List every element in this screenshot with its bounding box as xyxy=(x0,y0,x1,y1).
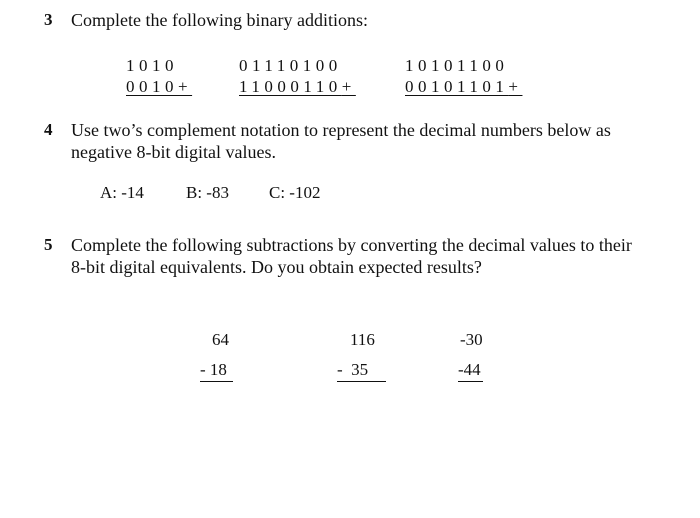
addition-2-bottom-value: 11000110 xyxy=(239,77,342,96)
addition-1-top: 1010 xyxy=(126,56,178,75)
subtraction-2-bottom-value: - 35 xyxy=(337,360,386,382)
addition-2-bottom xyxy=(239,77,356,97)
subtraction-2-bottom xyxy=(337,360,386,382)
addition-3-top: 10101100 xyxy=(405,56,509,75)
question-4-line-2: negative 8-bit digital values. xyxy=(71,142,276,162)
question-3-number: 3 xyxy=(44,10,53,29)
subtraction-2-top: 116 xyxy=(350,330,375,349)
addition-1-bottom xyxy=(126,77,192,97)
option-c: C: -102 xyxy=(269,183,321,202)
addition-2-top: 01110100 xyxy=(239,56,342,75)
addition-3-bottom xyxy=(405,77,522,97)
subtraction-1-top: 64 xyxy=(212,330,229,349)
subtraction-1-bottom xyxy=(200,360,233,382)
subtraction-3-top: -30 xyxy=(460,330,483,349)
addition-3-operator: + xyxy=(508,77,523,96)
addition-2-operator: + xyxy=(341,77,356,96)
addition-1-bottom-value: 0010 xyxy=(126,77,178,96)
question-5-number: 5 xyxy=(44,235,53,254)
question-3-text: Complete the following binary additions: xyxy=(71,10,368,30)
question-4-number: 4 xyxy=(44,120,53,139)
question-5-line-1: Complete the following subtractions by converting the decimal values to their xyxy=(71,235,632,255)
option-a: A: -14 xyxy=(100,183,144,202)
addition-3-bottom-value: 00101101 xyxy=(405,77,509,96)
addition-1-operator: + xyxy=(178,77,193,96)
subtraction-3-bottom xyxy=(458,360,483,382)
question-5-line-2: 8-bit digital equivalents. Do you obtain expected results? xyxy=(71,257,482,277)
option-b: B: -83 xyxy=(186,183,229,202)
subtraction-3-bottom-value: -44 xyxy=(458,360,483,382)
subtraction-1-bottom-value: - 18 xyxy=(200,360,233,382)
question-4-line-1: Use two’s complement notation to represent the decimal numbers below as xyxy=(71,120,611,140)
